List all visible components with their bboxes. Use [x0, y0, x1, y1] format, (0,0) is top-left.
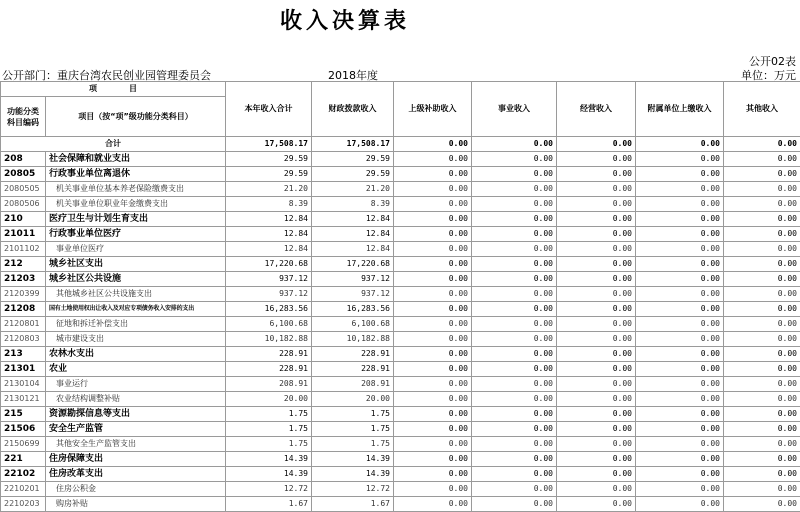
- row-value: 0.00: [724, 272, 800, 287]
- row-value: 228.91: [312, 362, 394, 377]
- row-code: 2080506: [1, 197, 46, 212]
- row-name: 其他城乡社区公共设施支出: [46, 287, 226, 302]
- row-code: 21506: [1, 422, 46, 437]
- row-name: 住房公积金: [46, 482, 226, 497]
- row-value: 0.00: [724, 317, 800, 332]
- row-value: 0.00: [557, 302, 636, 317]
- row-value: 0.00: [636, 332, 724, 347]
- row-value: 8.39: [226, 197, 312, 212]
- row-name: 城乡社区支出: [46, 257, 226, 272]
- row-value: 0.00: [724, 452, 800, 467]
- row-value: 0.00: [394, 272, 472, 287]
- row-value: 14.39: [312, 452, 394, 467]
- row-value: 0.00: [636, 377, 724, 392]
- row-value: 21.20: [226, 182, 312, 197]
- row-value: 0.00: [557, 422, 636, 437]
- row-code: 22102: [1, 467, 46, 482]
- row-value: 29.59: [312, 167, 394, 182]
- row-value: 0.00: [636, 497, 724, 512]
- row-value: 20.00: [312, 392, 394, 407]
- row-value: 0.00: [724, 302, 800, 317]
- table-row: [1, 182, 800, 197]
- row-value: 937.12: [226, 287, 312, 302]
- total-value: 0.00: [724, 137, 800, 152]
- row-value: 0.00: [472, 437, 557, 452]
- row-value: 17,220.68: [312, 257, 394, 272]
- col-header-fiscal-appropriation: 财政拨款收入: [312, 82, 394, 137]
- total-value: 17,508.17: [226, 137, 312, 152]
- row-value: 0.00: [557, 167, 636, 182]
- row-value: 0.00: [724, 482, 800, 497]
- row-value: 0.00: [472, 212, 557, 227]
- row-value: 0.00: [472, 182, 557, 197]
- row-value: 0.00: [394, 197, 472, 212]
- row-value: 0.00: [394, 497, 472, 512]
- table-row: [1, 167, 800, 182]
- row-value: 0.00: [394, 422, 472, 437]
- row-name: 机关事业单位基本养老保险缴费支出: [46, 182, 226, 197]
- row-code: 212: [1, 257, 46, 272]
- row-value: 937.12: [226, 272, 312, 287]
- table-row: [1, 272, 800, 287]
- row-code: 2120399: [1, 287, 46, 302]
- row-value: 0.00: [636, 302, 724, 317]
- table-row: [1, 362, 800, 377]
- row-value: 0.00: [636, 347, 724, 362]
- row-value: 0.00: [724, 362, 800, 377]
- row-value: 0.00: [472, 377, 557, 392]
- row-value: 0.00: [472, 197, 557, 212]
- row-value: 0.00: [636, 392, 724, 407]
- row-value: 0.00: [636, 167, 724, 182]
- row-name: 资源勘探信息等支出: [46, 407, 226, 422]
- row-value: 208.91: [226, 377, 312, 392]
- row-value: 0.00: [557, 407, 636, 422]
- row-value: 0.00: [636, 482, 724, 497]
- row-value: 12.84: [226, 227, 312, 242]
- row-value: 0.00: [557, 257, 636, 272]
- table-row: [1, 287, 800, 302]
- row-code: 2130121: [1, 392, 46, 407]
- table-row: [1, 467, 800, 482]
- row-value: 0.00: [724, 212, 800, 227]
- row-value: 0.00: [557, 482, 636, 497]
- row-value: 1.75: [226, 407, 312, 422]
- row-value: 0.00: [394, 452, 472, 467]
- total-value: 0.00: [636, 137, 724, 152]
- total-label: 合计: [1, 137, 226, 152]
- row-value: 12.72: [226, 482, 312, 497]
- row-value: 0.00: [636, 437, 724, 452]
- row-value: 1.75: [312, 422, 394, 437]
- row-value: 29.59: [226, 167, 312, 182]
- row-name: 行政事业单位医疗: [46, 227, 226, 242]
- row-value: 0.00: [636, 257, 724, 272]
- row-code: 21208: [1, 302, 46, 317]
- row-value: 0.00: [724, 347, 800, 362]
- row-code: 2101102: [1, 242, 46, 257]
- table-row: [1, 242, 800, 257]
- row-value: 0.00: [394, 257, 472, 272]
- total-value: 0.00: [557, 137, 636, 152]
- row-value: 0.00: [636, 182, 724, 197]
- fiscal-year: 2018年度: [328, 67, 378, 83]
- row-value: 0.00: [636, 272, 724, 287]
- row-value: 0.00: [724, 467, 800, 482]
- table-row: [1, 347, 800, 362]
- row-name: 国有土地使用权出让收入及对应专项债务收入安排的支出: [46, 302, 226, 317]
- row-value: 10,182.88: [312, 332, 394, 347]
- row-value: 0.00: [394, 167, 472, 182]
- row-value: 0.00: [636, 422, 724, 437]
- row-value: 0.00: [394, 437, 472, 452]
- row-value: 228.91: [226, 362, 312, 377]
- row-value: 20.00: [226, 392, 312, 407]
- col-header-code: 功能分类科目编码: [1, 97, 46, 137]
- row-value: 8.39: [312, 197, 394, 212]
- row-value: 16,283.56: [226, 302, 312, 317]
- col-header-affiliated-income: 附属单位上缴收入: [636, 82, 724, 137]
- row-value: 0.00: [724, 242, 800, 257]
- table-row: [1, 197, 800, 212]
- row-value: 0.00: [394, 212, 472, 227]
- row-value: 0.00: [557, 212, 636, 227]
- row-value: 0.00: [472, 272, 557, 287]
- row-value: 0.00: [394, 152, 472, 167]
- row-value: 228.91: [226, 347, 312, 362]
- row-name: 农业结构调整补贴: [46, 392, 226, 407]
- row-value: 0.00: [472, 482, 557, 497]
- row-code: 213: [1, 347, 46, 362]
- row-value: 0.00: [724, 197, 800, 212]
- table-row: [1, 302, 800, 317]
- row-value: 937.12: [312, 272, 394, 287]
- row-value: 0.00: [636, 242, 724, 257]
- row-value: 0.00: [557, 347, 636, 362]
- row-value: 12.84: [226, 212, 312, 227]
- row-value: 0.00: [394, 377, 472, 392]
- row-value: 6,100.68: [226, 317, 312, 332]
- row-code: 21203: [1, 272, 46, 287]
- row-value: 6,100.68: [312, 317, 394, 332]
- row-value: 29.59: [312, 152, 394, 167]
- department-name: 公开部门：重庆台湾农民创业园管理委员会: [2, 67, 211, 83]
- row-value: 0.00: [472, 497, 557, 512]
- row-value: 0.00: [557, 317, 636, 332]
- row-value: 0.00: [724, 392, 800, 407]
- row-value: 0.00: [724, 287, 800, 302]
- table-row: [1, 452, 800, 467]
- row-code: 2210201: [1, 482, 46, 497]
- row-name: 社会保障和就业支出: [46, 152, 226, 167]
- table-row: [1, 497, 800, 512]
- item-group-header: 项 目: [1, 82, 226, 97]
- col-header-other-income: 其他收入: [724, 82, 800, 137]
- row-code: 221: [1, 452, 46, 467]
- row-value: 0.00: [472, 467, 557, 482]
- row-value: 0.00: [557, 497, 636, 512]
- col-header-total-income: 本年收入合计: [226, 82, 312, 137]
- row-name: 机关事业单位职业年金缴费支出: [46, 197, 226, 212]
- form-number: 公开02表: [749, 53, 796, 69]
- col-header-higher-subsidy: 上级补助收入: [394, 82, 472, 137]
- row-value: 0.00: [636, 317, 724, 332]
- row-value: 937.12: [312, 287, 394, 302]
- table-row: [1, 392, 800, 407]
- row-code: 2120801: [1, 317, 46, 332]
- row-value: 0.00: [394, 332, 472, 347]
- total-value: 0.00: [472, 137, 557, 152]
- row-value: 0.00: [394, 482, 472, 497]
- row-value: 0.00: [724, 152, 800, 167]
- row-value: 0.00: [394, 287, 472, 302]
- row-value: 0.00: [394, 302, 472, 317]
- row-value: 0.00: [724, 167, 800, 182]
- row-value: 14.39: [226, 467, 312, 482]
- row-value: 1.67: [226, 497, 312, 512]
- row-value: 14.39: [226, 452, 312, 467]
- col-header-business-income: 事业收入: [472, 82, 557, 137]
- row-value: 0.00: [557, 452, 636, 467]
- row-value: 12.84: [312, 227, 394, 242]
- row-code: 208: [1, 152, 46, 167]
- row-value: 228.91: [312, 347, 394, 362]
- row-value: 0.00: [724, 497, 800, 512]
- table-row: [1, 332, 800, 347]
- row-value: 0.00: [394, 227, 472, 242]
- row-code: 2120803: [1, 332, 46, 347]
- row-value: 0.00: [557, 272, 636, 287]
- table-row: [1, 407, 800, 422]
- row-value: 12.84: [226, 242, 312, 257]
- table-row: [1, 317, 800, 332]
- row-value: 0.00: [557, 182, 636, 197]
- row-value: 1.75: [226, 437, 312, 452]
- row-code: 21011: [1, 227, 46, 242]
- row-name: 城乡社区公共设施: [46, 272, 226, 287]
- row-value: 0.00: [557, 437, 636, 452]
- total-value: 0.00: [394, 137, 472, 152]
- row-name: 事业单位医疗: [46, 242, 226, 257]
- row-value: 0.00: [472, 257, 557, 272]
- row-value: 0.00: [394, 317, 472, 332]
- row-value: 0.00: [472, 227, 557, 242]
- row-value: 0.00: [724, 377, 800, 392]
- row-value: 0.00: [636, 407, 724, 422]
- row-value: 0.00: [636, 227, 724, 242]
- row-value: 12.84: [312, 242, 394, 257]
- row-value: 0.00: [394, 242, 472, 257]
- table-row: [1, 422, 800, 437]
- row-value: 0.00: [724, 437, 800, 452]
- row-value: 0.00: [636, 197, 724, 212]
- row-code: 2080505: [1, 182, 46, 197]
- table-row: [1, 212, 800, 227]
- row-value: 1.75: [312, 437, 394, 452]
- row-code: 215: [1, 407, 46, 422]
- row-value: 0.00: [724, 182, 800, 197]
- row-value: 1.75: [312, 407, 394, 422]
- row-value: 0.00: [557, 287, 636, 302]
- row-name: 征地和拆迁补偿支出: [46, 317, 226, 332]
- row-name: 医疗卫生与计划生育支出: [46, 212, 226, 227]
- row-value: 0.00: [557, 362, 636, 377]
- row-value: 0.00: [557, 242, 636, 257]
- row-name: 农林水支出: [46, 347, 226, 362]
- row-value: 0.00: [472, 152, 557, 167]
- row-value: 0.00: [472, 242, 557, 257]
- unit-label: 单位：万元: [741, 67, 796, 83]
- table-row: [1, 257, 800, 272]
- row-value: 0.00: [394, 182, 472, 197]
- row-value: 0.00: [636, 152, 724, 167]
- row-value: 12.84: [312, 212, 394, 227]
- row-value: 12.72: [312, 482, 394, 497]
- row-code: 2150699: [1, 437, 46, 452]
- row-value: 0.00: [472, 362, 557, 377]
- row-name: 住房保障支出: [46, 452, 226, 467]
- row-value: 0.00: [472, 317, 557, 332]
- row-value: 0.00: [472, 392, 557, 407]
- page-title: 收入决算表: [0, 4, 690, 35]
- income-table: [0, 81, 800, 512]
- row-value: 0.00: [724, 257, 800, 272]
- row-value: 0.00: [724, 332, 800, 347]
- row-value: 0.00: [394, 347, 472, 362]
- row-value: 0.00: [472, 332, 557, 347]
- row-value: 0.00: [472, 347, 557, 362]
- row-code: 210: [1, 212, 46, 227]
- row-value: 0.00: [472, 287, 557, 302]
- row-value: 0.00: [636, 212, 724, 227]
- row-value: 0.00: [557, 392, 636, 407]
- row-value: 0.00: [557, 377, 636, 392]
- row-name: 农业: [46, 362, 226, 377]
- row-code: 2130104: [1, 377, 46, 392]
- row-value: 0.00: [557, 332, 636, 347]
- col-header-operating-income: 经营收入: [557, 82, 636, 137]
- row-value: 0.00: [472, 422, 557, 437]
- row-value: 0.00: [636, 287, 724, 302]
- row-name: 城市建设支出: [46, 332, 226, 347]
- row-value: 0.00: [557, 152, 636, 167]
- row-value: 1.75: [226, 422, 312, 437]
- table-row: [1, 482, 800, 497]
- total-row: [1, 137, 800, 152]
- row-value: 0.00: [472, 407, 557, 422]
- table-body: [1, 137, 800, 512]
- row-value: 21.20: [312, 182, 394, 197]
- row-value: 17,220.68: [226, 257, 312, 272]
- row-value: 29.59: [226, 152, 312, 167]
- row-value: 0.00: [472, 302, 557, 317]
- row-value: 0.00: [472, 167, 557, 182]
- row-value: 0.00: [472, 452, 557, 467]
- row-value: 14.39: [312, 467, 394, 482]
- row-value: 0.00: [557, 197, 636, 212]
- total-value: 17,508.17: [312, 137, 394, 152]
- row-value: 0.00: [394, 362, 472, 377]
- row-code: 20805: [1, 167, 46, 182]
- row-name: 购房补贴: [46, 497, 226, 512]
- row-code: 21301: [1, 362, 46, 377]
- row-code: 2210203: [1, 497, 46, 512]
- row-name: 行政事业单位离退休: [46, 167, 226, 182]
- row-name: 安全生产监管: [46, 422, 226, 437]
- row-value: 0.00: [724, 227, 800, 242]
- row-value: 0.00: [724, 407, 800, 422]
- table-row: [1, 152, 800, 167]
- row-value: 208.91: [312, 377, 394, 392]
- row-value: 0.00: [636, 362, 724, 377]
- row-value: 0.00: [394, 407, 472, 422]
- row-value: 1.67: [312, 497, 394, 512]
- row-value: 0.00: [557, 227, 636, 242]
- table-row: [1, 227, 800, 242]
- col-header-name: 项目（按“项”级功能分类科目）: [46, 97, 226, 137]
- row-value: 0.00: [394, 392, 472, 407]
- row-value: 10,182.88: [226, 332, 312, 347]
- table-row: [1, 437, 800, 452]
- row-name: 事业运行: [46, 377, 226, 392]
- row-value: 0.00: [394, 467, 472, 482]
- row-name: 其他安全生产监管支出: [46, 437, 226, 452]
- row-value: 0.00: [636, 452, 724, 467]
- row-value: 0.00: [636, 467, 724, 482]
- row-name: 住房改革支出: [46, 467, 226, 482]
- table-row: [1, 377, 800, 392]
- row-value: 0.00: [557, 467, 636, 482]
- row-value: 0.00: [724, 422, 800, 437]
- row-value: 16,283.56: [312, 302, 394, 317]
